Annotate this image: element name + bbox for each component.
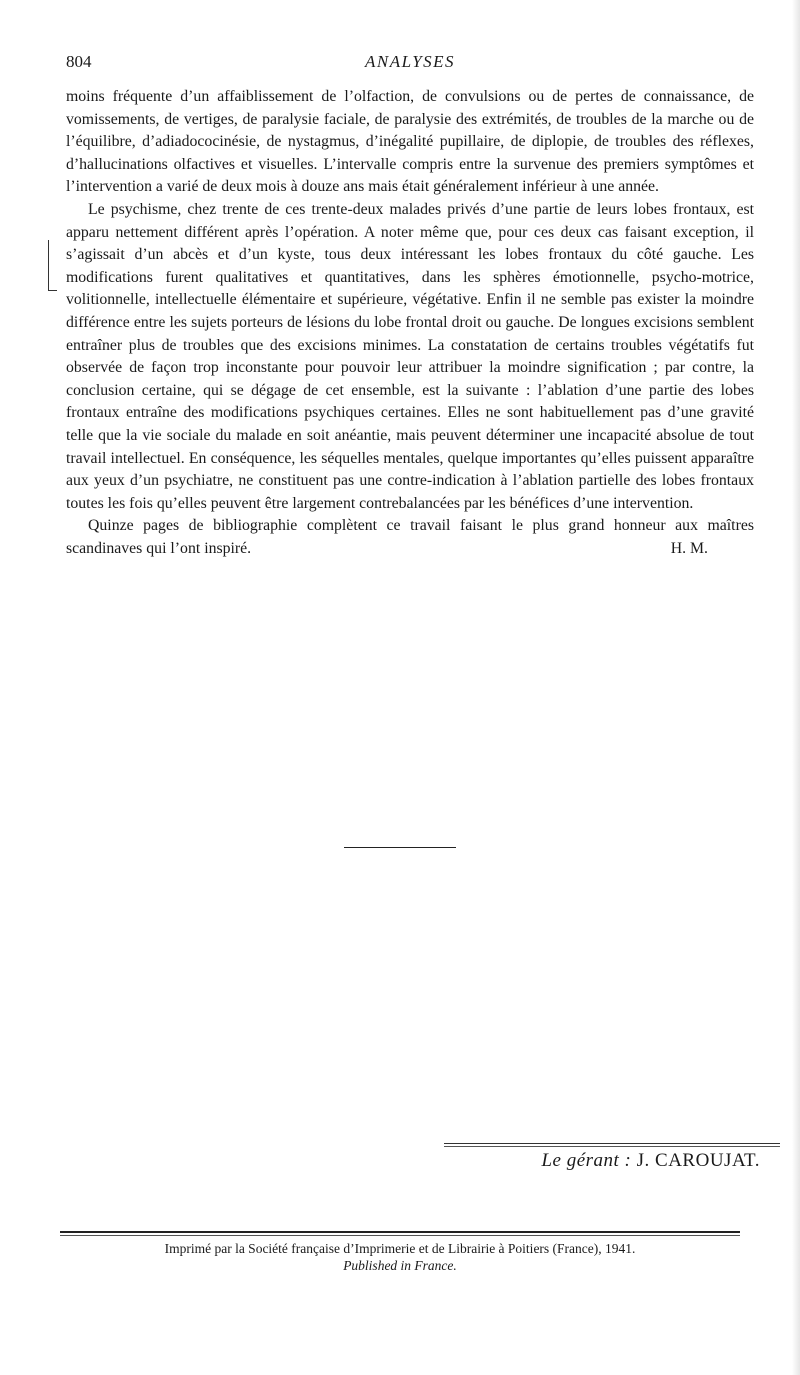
gerant-label: Le gérant : bbox=[541, 1150, 632, 1171]
gerant-rule bbox=[444, 1143, 780, 1144]
imprint-published: Published in France. bbox=[343, 1258, 457, 1273]
imprint-rule bbox=[60, 1235, 740, 1236]
margin-bracket-mark bbox=[48, 240, 57, 291]
running-title: ANALYSES bbox=[364, 52, 456, 71]
printer-imprint bbox=[60, 1240, 740, 1274]
page-edge-shadow bbox=[792, 0, 800, 1375]
gerant-name: J. CAROUJAT. bbox=[636, 1150, 760, 1171]
paragraph bbox=[66, 515, 754, 560]
gerant-rule bbox=[444, 1146, 780, 1147]
imprint-rule bbox=[60, 1231, 740, 1233]
gerant-line bbox=[440, 1150, 760, 1172]
paragraph-text: Quinze pages de bibliographie complètent ce travail faisant le plus grand honneur aux maîtres scandinaves qui l’ont inspiré. bbox=[66, 517, 754, 557]
author-initials: H. M. bbox=[670, 539, 708, 557]
page-number: 804 bbox=[66, 52, 92, 71]
imprint-line: Imprimé par la Société française d’Imprimerie et de Librairie à Poitiers (France), 1941. bbox=[164, 1241, 636, 1256]
section-separator bbox=[344, 847, 456, 848]
paragraph: moins fréquente d’un affaiblissement de l’olfaction, de convulsions ou de pertes de connaissance, de vomissements, de vertiges, de paralysie faciale, de paralysie des extrémités, de troubles de la marche ou de l’équilibre, d’adiadococinésie, de nystagmus, d’inégalité pupillaire, de diplopie, de troubles des réflexes, d’hallucinations olfactives et visuelles. L’intervalle compris entre la survenue des premiers symptômes et l’intervention a varié de deux mois à douze ans mais était généralement inférieur à une année. bbox=[66, 88, 754, 196]
page-header bbox=[66, 52, 754, 74]
article-body bbox=[66, 86, 754, 560]
paragraph: Le psychisme, chez trente de ces trente-deux malades privés d’une partie de leurs lobes frontaux, est apparu nettement différent après l’opération. A noter même que, pour ces deux cas faisant exception, il s’agissait d’un abcès et d’un kyste, tous deux intéressant les lobes frontaux du côté gauche. Les modifications furent qualitatives et quantitatives, dans les sphères émotionnelle, psycho-motrice, volitionnelle, intellectuelle élémentaire et supérieure, végétative. Enfin il ne semble pas exister la moindre différence entre les sujets porteurs de lésions du lobe frontal droit ou gauche. De longues excisions semblent entraîner plus de troubles que des excisions minimes. La constatation de certains troubles végétatifs fut observée de façon trop inconstante pour pouvoir leur attribuer la moindre signification ; par contre, la conclusion certaine, qui se dégage de cet ensemble, est la suivante : l’ablation d’une partie des lobes frontaux entraîne des modifications psychiques certaines. Elles ne sont habituellement pas d’une gravité telle que la vie sociale du malade en soit anéantie, mais peuvent déterminer une incapacité absolue de tout travail intellectuel. En conséquence, les séquelles mentales, quelque importantes qu’elles puissent apparaître aux yeux d’un psychiatre, ne constituent pas une contre-indication à l’ablation partielle des lobes frontaux toutes les fois qu’elles peuvent être largement contrebalancées par les bénéfices d’une intervention. bbox=[66, 200, 754, 512]
